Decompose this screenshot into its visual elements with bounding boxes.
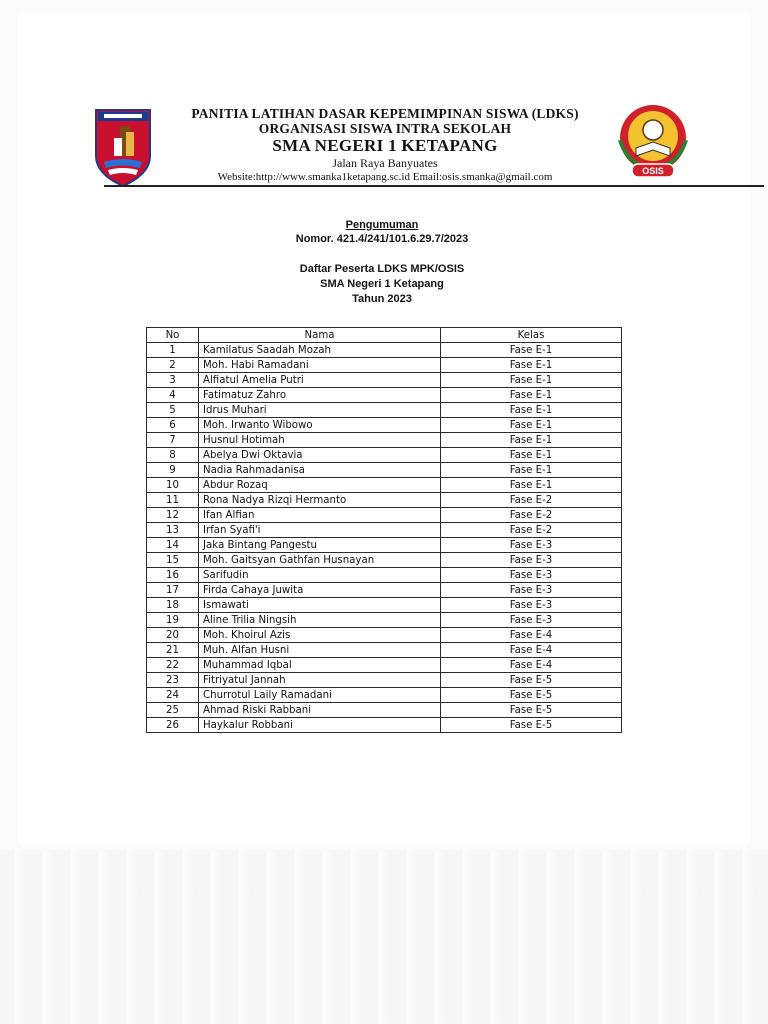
list-title: Daftar Peserta LDKS MPK/OSIS: [299, 263, 465, 275]
announcement-title: Pengumuman: [345, 219, 419, 231]
table-header-row: [147, 328, 622, 343]
row-name: Muhammad Iqbal: [199, 658, 441, 673]
table-row: [147, 343, 622, 358]
table-row: [147, 508, 622, 523]
row-name: Moh. Khoirul Azis: [199, 628, 441, 643]
row-class: Fase E-3: [441, 568, 622, 583]
row-name: Haykalur Robbani: [199, 718, 441, 733]
row-number: 21: [147, 643, 199, 658]
row-name: Moh. Gaitsyan Gathfan Husnayan: [199, 553, 441, 568]
row-number: 20: [147, 628, 199, 643]
row-class: Fase E-3: [441, 538, 622, 553]
header-kelas: Kelas: [441, 328, 622, 343]
row-name: Fatimatuz Zahro: [199, 388, 441, 403]
letterhead-contact: Website:http://www.smanka1ketapang.sc.id Email:osis.smanka@gmail.com: [217, 171, 553, 183]
school-shield-logo: [92, 108, 154, 188]
row-class: Fase E-1: [441, 358, 622, 373]
row-number: 14: [147, 538, 199, 553]
row-class: Fase E-2: [441, 493, 622, 508]
row-number: 4: [147, 388, 199, 403]
table-row: [147, 478, 622, 493]
row-name: Husnul Hotimah: [199, 433, 441, 448]
row-name: Churrotul Laily Ramadani: [199, 688, 441, 703]
row-class: Fase E-3: [441, 553, 622, 568]
row-name: Idrus Muhari: [199, 403, 441, 418]
row-class: Fase E-1: [441, 373, 622, 388]
table-row: [147, 568, 622, 583]
table-row: [147, 643, 622, 658]
row-name: Aline Trilia Ningsih: [199, 613, 441, 628]
row-number: 10: [147, 478, 199, 493]
row-name: Firda Cahaya Juwita: [199, 583, 441, 598]
row-name: Fitriyatul Jannah: [199, 673, 441, 688]
row-name: Irfan Syafi'i: [199, 523, 441, 538]
row-class: Fase E-5: [441, 718, 622, 733]
table-row: [147, 403, 622, 418]
row-name: Rona Nadya Rizqi Hermanto: [199, 493, 441, 508]
header-nama: Nama: [199, 328, 441, 343]
row-number: 12: [147, 508, 199, 523]
row-class: Fase E-1: [441, 388, 622, 403]
row-number: 11: [147, 493, 199, 508]
row-name: Alfiatul Amelia Putri: [199, 373, 441, 388]
table-row: [147, 613, 622, 628]
row-name: Nadia Rahmadanisa: [199, 463, 441, 478]
row-number: 16: [147, 568, 199, 583]
row-number: 24: [147, 688, 199, 703]
table-row: [147, 523, 622, 538]
row-number: 13: [147, 523, 199, 538]
table-row: [147, 688, 622, 703]
table-body: [147, 343, 622, 733]
row-class: Fase E-3: [441, 613, 622, 628]
table-row: [147, 628, 622, 643]
row-name: Ahmad Riski Rabbani: [199, 703, 441, 718]
row-name: Abdur Rozaq: [199, 478, 441, 493]
row-number: 8: [147, 448, 199, 463]
table-row: [147, 583, 622, 598]
header-no: No: [147, 328, 199, 343]
row-number: 19: [147, 613, 199, 628]
row-class: Fase E-1: [441, 448, 622, 463]
row-number: 1: [147, 343, 199, 358]
row-class: Fase E-2: [441, 508, 622, 523]
row-class: Fase E-3: [441, 583, 622, 598]
table-row: [147, 493, 622, 508]
row-number: 3: [147, 373, 199, 388]
letterhead-committee: PANITIA LATIHAN DASAR KEPEMIMPINAN SISWA (LDKS): [191, 106, 579, 121]
row-number: 6: [147, 418, 199, 433]
row-number: 22: [147, 658, 199, 673]
row-number: 26: [147, 718, 199, 733]
letterhead-address: Jalan Raya Banyuates: [332, 156, 438, 170]
row-name: Ifan Alfian: [199, 508, 441, 523]
row-number: 5: [147, 403, 199, 418]
announcement-number: Nomor. 421.4/241/101.6.29.7/2023: [295, 233, 469, 245]
table-row: [147, 703, 622, 718]
table-row: [147, 433, 622, 448]
row-number: 7: [147, 433, 199, 448]
row-class: Fase E-1: [441, 403, 622, 418]
letterhead-school-name: SMA NEGERI 1 KETAPANG: [272, 136, 498, 155]
table-row: [147, 373, 622, 388]
table-row: [147, 658, 622, 673]
table-row: [147, 673, 622, 688]
row-class: Fase E-2: [441, 523, 622, 538]
row-class: Fase E-1: [441, 418, 622, 433]
row-name: Jaka Bintang Pangestu: [199, 538, 441, 553]
table-row: [147, 718, 622, 733]
list-school: SMA Negeri 1 Ketapang: [320, 278, 444, 290]
table-row: [147, 358, 622, 373]
row-class: Fase E-1: [441, 433, 622, 448]
row-name: Ismawati: [199, 598, 441, 613]
row-class: Fase E-5: [441, 703, 622, 718]
row-class: Fase E-3: [441, 598, 622, 613]
osis-logo-text: OSIS: [642, 166, 664, 176]
row-name: Moh. Habi Ramadani: [199, 358, 441, 373]
letterhead-organization: ORGANISASI SISWA INTRA SEKOLAH: [258, 121, 512, 136]
table-row: [147, 463, 622, 478]
row-number: 15: [147, 553, 199, 568]
row-name: Kamilatus Saadah Mozah: [199, 343, 441, 358]
table-row: [147, 448, 622, 463]
table-row: [147, 388, 622, 403]
row-class: Fase E-5: [441, 688, 622, 703]
row-class: Fase E-4: [441, 643, 622, 658]
row-number: 25: [147, 703, 199, 718]
table-row: [147, 538, 622, 553]
table-row: [147, 418, 622, 433]
row-class: Fase E-5: [441, 673, 622, 688]
scan-background: [0, 850, 768, 1024]
row-class: Fase E-1: [441, 463, 622, 478]
row-number: 23: [147, 673, 199, 688]
participant-table: [146, 327, 622, 733]
row-name: Moh. Irwanto Wibowo: [199, 418, 441, 433]
row-number: 17: [147, 583, 199, 598]
osis-logo: [612, 100, 694, 182]
row-name: Abelya Dwi Oktavia: [199, 448, 441, 463]
row-number: 18: [147, 598, 199, 613]
table-row: [147, 553, 622, 568]
list-year: Tahun 2023: [352, 293, 412, 305]
row-name: Sarifudin: [199, 568, 441, 583]
letterhead-divider: [104, 185, 764, 187]
row-class: Fase E-4: [441, 628, 622, 643]
table-row: [147, 598, 622, 613]
row-class: Fase E-4: [441, 658, 622, 673]
row-class: Fase E-1: [441, 478, 622, 493]
row-number: 9: [147, 463, 199, 478]
row-class: Fase E-1: [441, 343, 622, 358]
row-name: Muh. Alfan Husni: [199, 643, 441, 658]
row-number: 2: [147, 358, 199, 373]
